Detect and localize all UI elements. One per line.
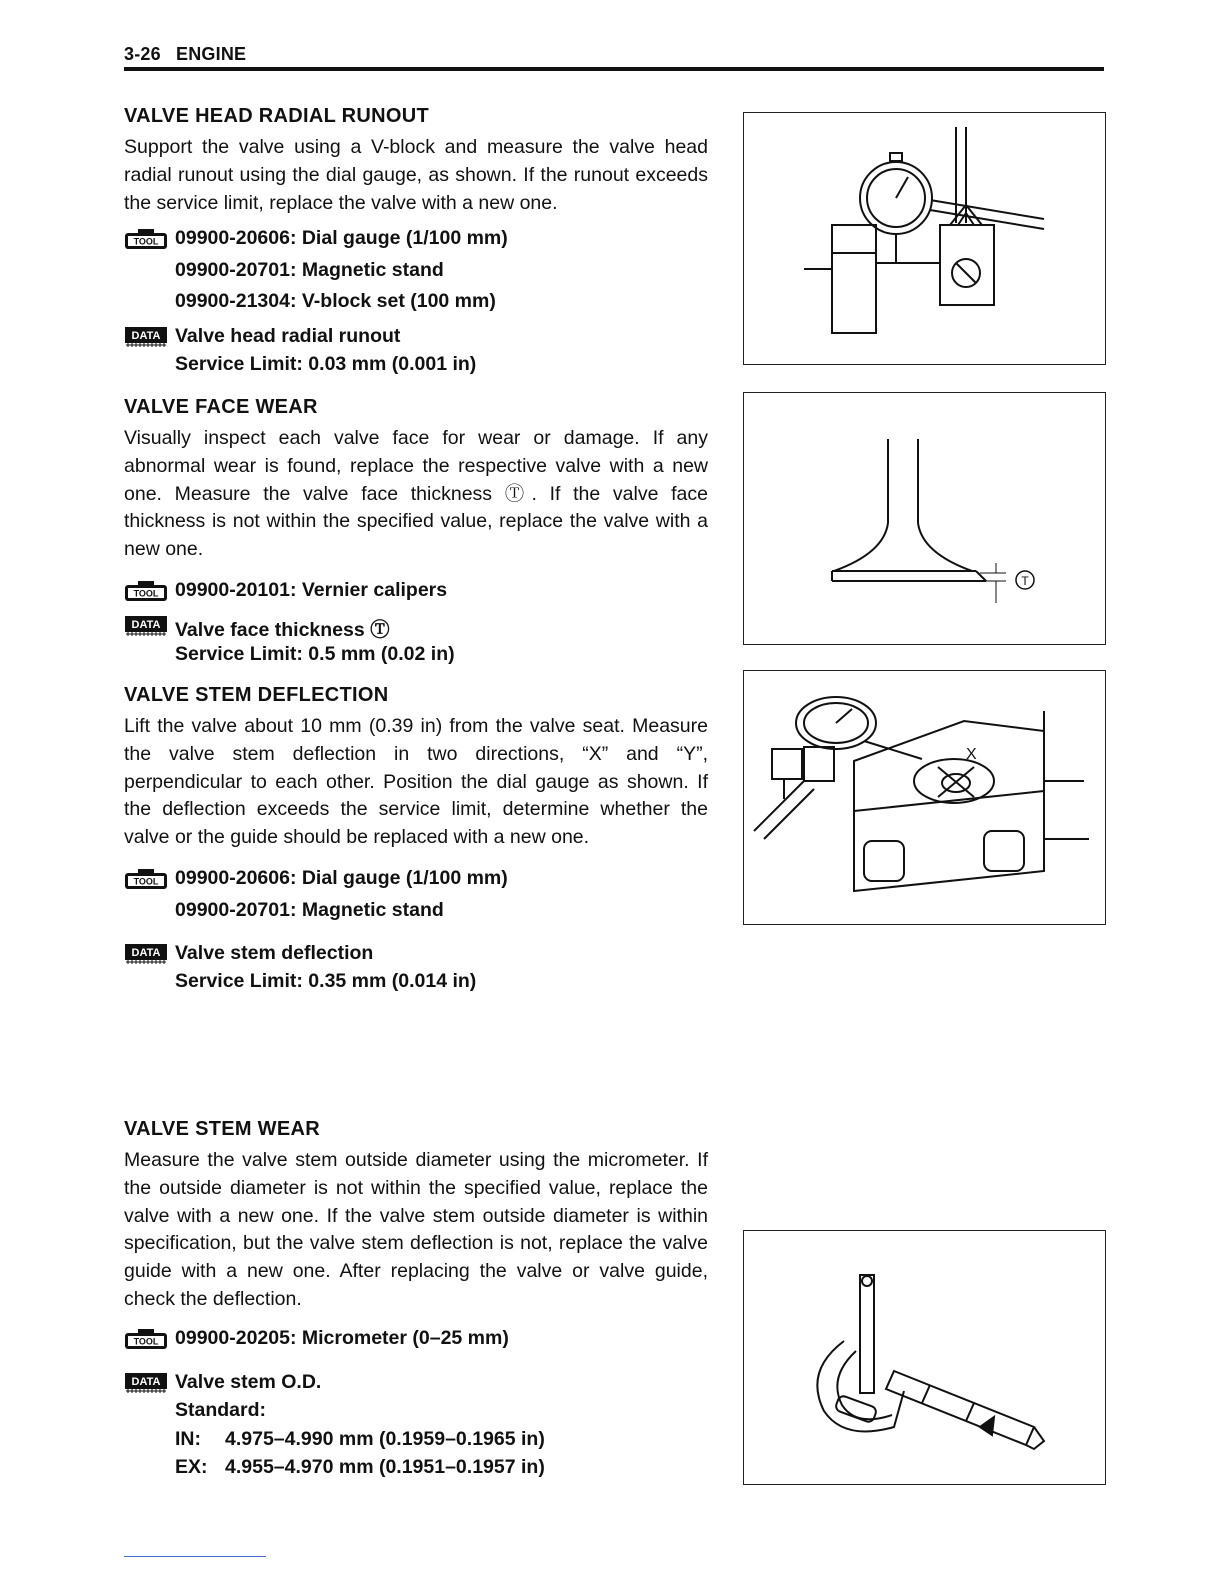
tool-item: 09900-20606: Dial gauge (1/100 mm) [175, 227, 508, 249]
chapter-title: ENGINE [176, 44, 247, 64]
in-value: 4.975–4.990 mm (0.1959–0.1965 in) [225, 1428, 545, 1450]
data-value: Service Limit: 0.03 mm (0.001 in) [175, 353, 477, 375]
valve-profile-illustration [744, 393, 1105, 644]
section-face-wear [124, 396, 708, 564]
data-icon [124, 1372, 168, 1394]
tool-item: 09900-20701: Magnetic stand [175, 259, 444, 281]
ex-label: EX: [175, 1456, 208, 1478]
section-title: VALVE FACE WEAR [124, 396, 318, 418]
data-icon [124, 943, 168, 965]
dial-gauge-illustration [744, 113, 1105, 364]
micrometer-illustration [744, 1231, 1105, 1484]
page-header [124, 44, 1104, 65]
standard-label: Standard: [175, 1399, 267, 1421]
data-icon-label: DATA [131, 330, 161, 342]
margin-mark [124, 1556, 266, 1557]
section-stem-deflection [124, 684, 708, 852]
section-body: Lift the valve about 10 mm (0.39 in) from the valve seat. Measure the valve stem deflection in two directions, “X” and “Y”, perpendicular to each other. Position the dial gauge as shown. If the deflection exceeds the service limit, determine whether the valve or the guide should be replaced with a new one. [124, 715, 708, 849]
data-icon-label: DATA [131, 947, 161, 959]
cylinder-head-illustration [744, 671, 1105, 924]
deflection-x-mark: X [966, 746, 977, 763]
figure-face-thickness [743, 392, 1106, 645]
tool-icon-label: TOOL [133, 1336, 159, 1347]
tool-icon-label: TOOL [133, 236, 159, 247]
data-value: Service Limit: 0.35 mm (0.014 in) [175, 970, 477, 992]
page-number: 3-26 [124, 44, 161, 64]
data-icon [124, 615, 168, 637]
tool-icon-label: TOOL [133, 588, 159, 599]
section-body: Measure the valve stem outside diameter using the micrometer. If the outside diameter is not within the specified value, replace the valve with a new one. If the valve stem outside diameter is within specification, but the valve stem deflection is not, replace the valve guide with a new one. After replacing the valve or valve guide, check the deflection. [124, 1149, 708, 1310]
tool-item: 09900-20701: Magnetic stand [175, 899, 444, 921]
figure-stem-wear [743, 1230, 1106, 1485]
tool-item: 09900-20205: Micrometer (0–25 mm) [175, 1327, 509, 1349]
tool-icon [124, 580, 168, 602]
tool-item: 09900-21304: V-block set (100 mm) [175, 290, 496, 312]
data-label: Valve face thickness Ⓣ [175, 619, 390, 641]
section-title: VALVE STEM WEAR [124, 1118, 320, 1140]
data-label: Valve stem deflection [175, 942, 374, 964]
section-stem-wear [124, 1118, 708, 1314]
section-radial-runout [124, 105, 708, 217]
figure-stem-deflection [743, 670, 1106, 925]
section-body: Visually inspect each valve face for wear or damage. If any abnormal wear is found, replace the respective valve with a new one. Measure the valve face thickness Ⓣ. If the valve face thickness is not within the specified value, replace the valve with a new one. [124, 427, 708, 561]
in-label: IN: [175, 1428, 201, 1450]
tool-icon [124, 868, 168, 890]
section-title: VALVE HEAD RADIAL RUNOUT [124, 105, 429, 127]
section-body: Support the valve using a V-block and measure the valve head radial runout using the dial gauge, as shown. If the runout exceeds the service limit, replace the valve with a new one. [124, 136, 708, 214]
tool-item: 09900-20101: Vernier calipers [175, 579, 448, 601]
svg-text:T: T [1021, 574, 1029, 588]
tool-icon-label: TOOL [133, 876, 159, 887]
data-value: Service Limit: 0.5 mm (0.02 in) [175, 643, 455, 665]
data-icon [124, 326, 168, 348]
data-label: Valve head radial runout [175, 325, 401, 347]
section-title: VALVE STEM DEFLECTION [124, 684, 389, 706]
data-icon-label: DATA [131, 619, 161, 631]
header-rule [124, 67, 1104, 71]
data-label: Valve stem O.D. [175, 1371, 322, 1393]
figure-radial-runout [743, 112, 1106, 365]
tool-icon [124, 228, 168, 250]
data-icon-label: DATA [131, 1376, 161, 1388]
tool-icon [124, 1328, 168, 1350]
tool-item: 09900-20606: Dial gauge (1/100 mm) [175, 867, 508, 889]
ex-value: 4.955–4.970 mm (0.1951–0.1957 in) [225, 1456, 545, 1478]
